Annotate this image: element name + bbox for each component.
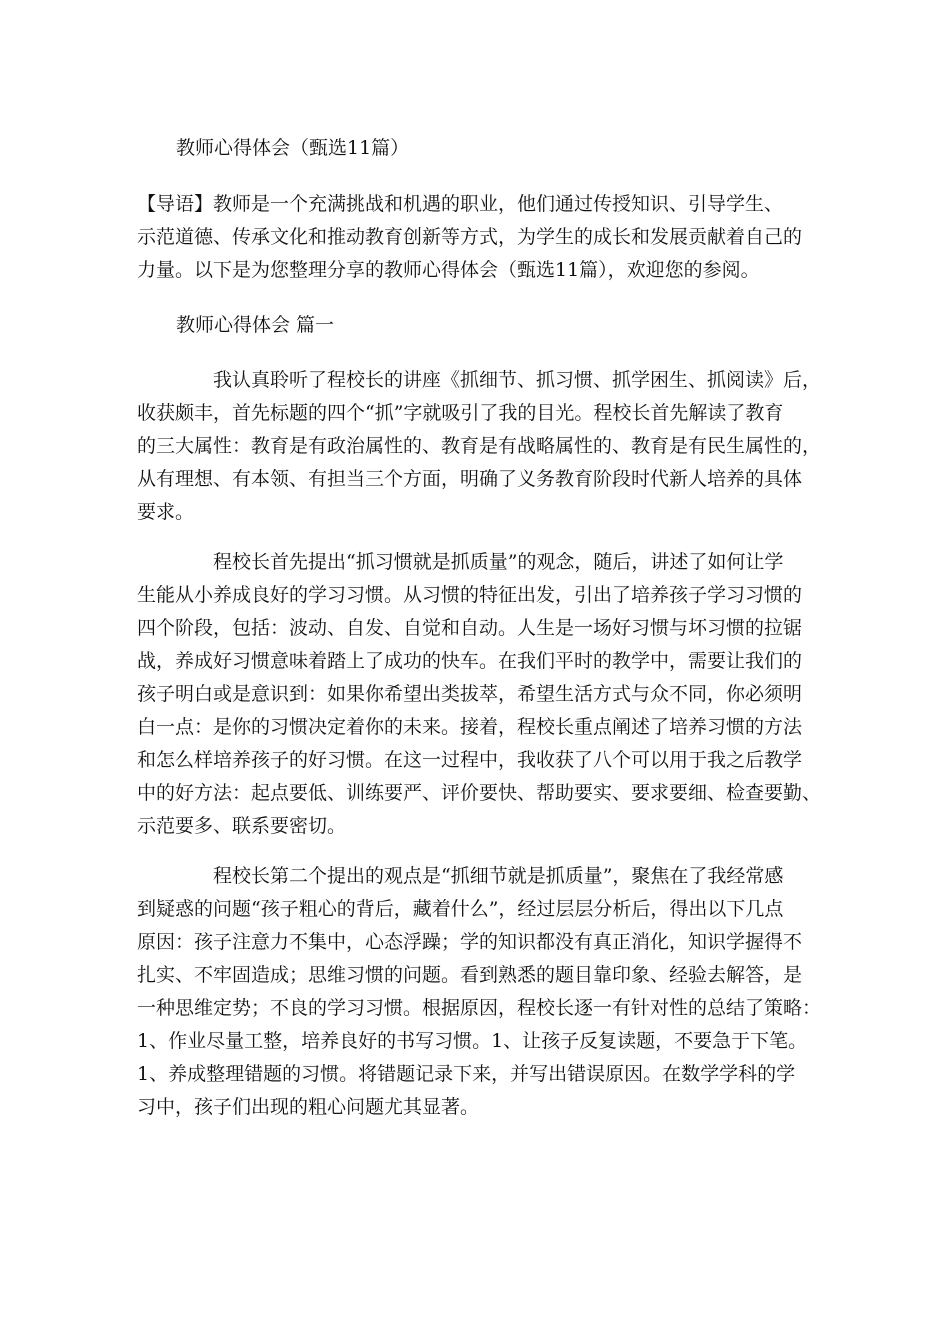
paragraph-line: 从有理想、有本领、有担当三个方面，明确了义务教育阶段时代新人培养的具体 bbox=[137, 468, 803, 490]
paragraph-line: 原因：孩子注意力不集中，心态浮躁；学的知识都没有真正消化，知识学握得不 bbox=[137, 931, 803, 953]
paragraph-line: 要求。 bbox=[137, 501, 195, 523]
paragraph-line: 收获颇丰，首先标题的四个“抓”字就吸引了我的目光。程校长首先解读了教育 bbox=[137, 402, 784, 424]
intro-line: 【导语】教师是一个充满挑战和机遇的职业，他们通过传授知识、引导学生、 bbox=[137, 193, 784, 215]
paragraph-line: 1、养成整理错题的习惯。将错题记录下来，并写出错误原因。在数学学科的学 bbox=[137, 1063, 796, 1085]
paragraph-line: 1、作业尽量工整，培养良好的书写习惯。1、让孩子反复读题，不要急于下笔。 bbox=[137, 1030, 808, 1052]
intro-line: 力量。以下是为您整理分享的教师心得体会（甄选11篇），欢迎您的参阅。 bbox=[137, 259, 760, 281]
intro-line: 示范道德、传承文化和推动教育创新等方式，为学生的成长和发展贡献着自己的 bbox=[137, 226, 803, 248]
paragraph-3 bbox=[137, 860, 822, 1124]
paragraph-2 bbox=[137, 546, 822, 843]
paragraph-line: 的三大属性：教育是有政治属性的、教育是有战略属性的、教育是有民生属性的， bbox=[137, 435, 822, 457]
paragraph-line: 我认真聆听了程校长的讲座《抓细节、抓习惯、抓学困生、抓阅读》后， bbox=[213, 369, 822, 391]
paragraph-line: 和怎么样培养孩子的好习惯。在这一过程中，我收获了八个可以用于我之后教学 bbox=[137, 749, 803, 771]
paragraph-line: 到疑惑的问题“孩子粗心的背后，藏着什么”，经过层层分析后，得出以下几点 bbox=[137, 898, 784, 920]
paragraph-line: 程校长第二个提出的观点是“抓细节就是抓质量”，聚焦在了我经常感 bbox=[213, 865, 784, 887]
paragraph-1 bbox=[137, 364, 822, 529]
paragraph-line: 习中，孩子们出现的粗心问题尤其显著。 bbox=[137, 1096, 480, 1118]
paragraph-line: 一种思维定势；不良的学习习惯。根据原因，程校长逐一有针对性的总结了策略： bbox=[137, 997, 822, 1019]
paragraph-line: 四个阶段，包括：波动、自发、自觉和自动。人生是一场好习惯与坏习惯的拉锯 bbox=[137, 617, 803, 639]
paragraph-line: 程校长首先提出“抓习惯就是抓质量”的观念，随后，讲述了如何让学 bbox=[213, 551, 784, 573]
document-title: 教师心得体会（甄选11篇） bbox=[176, 137, 410, 159]
section-title: 教师心得体会 篇一 bbox=[176, 314, 335, 336]
paragraph-line: 孩子明白或是意识到：如果你希望出类拔萃，希望生活方式与众不同，你必须明 bbox=[137, 683, 803, 705]
paragraph-line: 扎实、不牢固造成；思维习惯的问题。看到熟悉的题目靠印象、经验去解答，是 bbox=[137, 964, 803, 986]
paragraph-line: 生能从小养成良好的学习习惯。从习惯的特征出发，引出了培养孩子学习习惯的 bbox=[137, 584, 803, 606]
paragraph-line: 战，养成好习惯意味着踏上了成功的快车。在我们平时的教学中，需要让我们的 bbox=[137, 650, 803, 672]
paragraph-line: 中的好方法：起点要低、训练要严、评价要快、帮助要实、要求要细、检查要勤、 bbox=[137, 782, 822, 804]
paragraph-line: 示范要多、联系要密切。 bbox=[137, 815, 347, 837]
paragraph-line: 白一点：是你的习惯决定着你的未来。接着，程校长重点阐述了培养习惯的方法 bbox=[137, 716, 803, 738]
intro-paragraph bbox=[137, 188, 817, 287]
